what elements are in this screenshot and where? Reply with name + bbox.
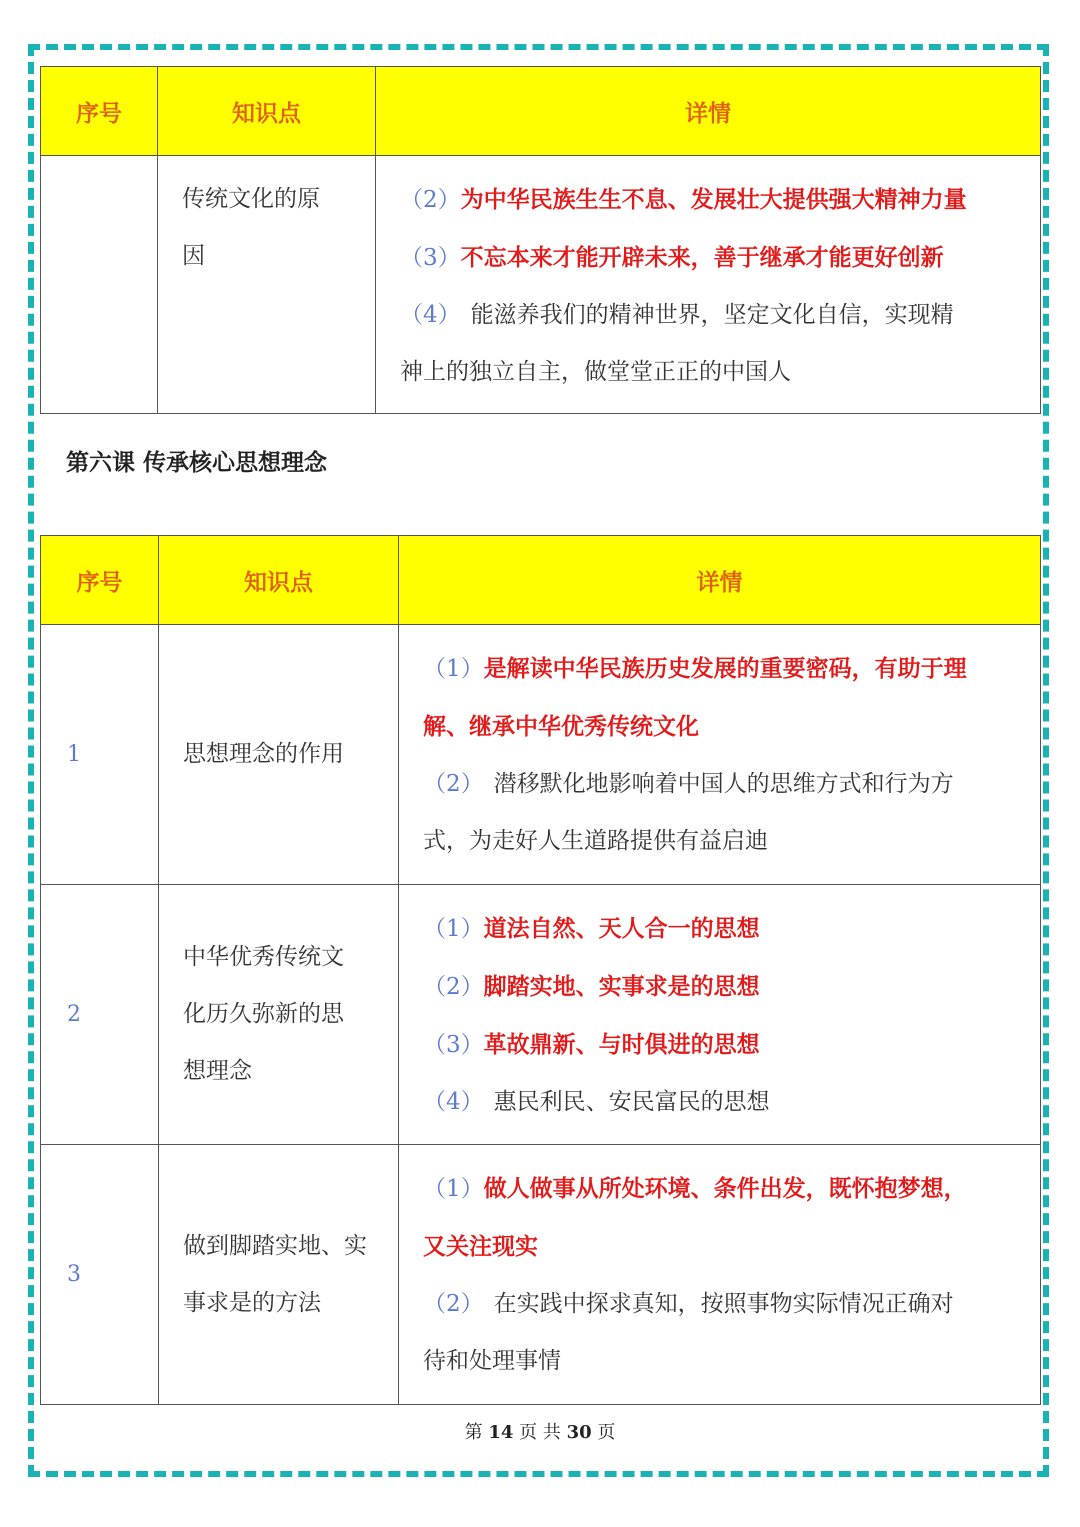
item-text: 是解读中华民族历史发展的重要密码，有助于理	[483, 655, 967, 682]
item-number: （1）	[423, 1176, 484, 1202]
table-row	[41, 156, 1041, 414]
detail-line	[400, 229, 1026, 287]
table-body	[41, 625, 1041, 1405]
item-text: 能滋养我们的精神世界，坚定文化自信，实现精	[470, 302, 954, 328]
row-num: 3	[41, 1145, 159, 1405]
detail-line	[423, 900, 1026, 958]
row-num	[41, 156, 158, 414]
topic-line: 想理念	[183, 1058, 252, 1084]
item-text: 解、继承中华优秀传统文化	[423, 713, 699, 740]
item-text: 又关注现实	[423, 1233, 538, 1260]
table-row	[41, 1145, 1041, 1405]
topic-line: 做到脚踏实地、实	[183, 1232, 367, 1259]
item-number: （2）	[400, 187, 461, 213]
footer-pre: 第	[464, 1422, 483, 1443]
row-detail	[399, 1145, 1041, 1405]
detail-line	[423, 756, 1026, 813]
item-number: （3）	[423, 1032, 484, 1058]
footer-page-number: 14	[488, 1422, 514, 1443]
item-number: （2）	[423, 1291, 484, 1317]
table-header-row	[41, 67, 1041, 156]
row-detail	[399, 625, 1041, 885]
item-text: 革故鼎新、与时俱进的思想	[483, 1031, 760, 1058]
header-topic: 知识点	[159, 536, 399, 625]
header-topic: 知识点	[158, 67, 376, 156]
topic-line: 化历久弥新的思	[183, 1001, 344, 1027]
row-num: 2	[41, 885, 159, 1145]
item-number: （1）	[423, 656, 484, 682]
footer-mid: 页 共	[519, 1422, 561, 1443]
row-topic	[159, 885, 399, 1145]
detail-line	[423, 1218, 1026, 1276]
table-row	[41, 885, 1041, 1145]
item-number: （3）	[400, 245, 461, 271]
page-footer	[0, 1418, 1080, 1444]
row-detail	[399, 885, 1041, 1145]
knowledge-table-2	[40, 535, 1041, 1405]
item-text: 式，为走好人生道路提供有益启迪	[423, 828, 768, 854]
topic-line: 中华优秀传统文	[183, 944, 344, 970]
row-topic	[159, 1145, 399, 1405]
row-topic	[159, 625, 399, 885]
item-text: 为中华民族生生不息、发展壮大提供强大精神力量	[460, 186, 967, 213]
detail-line	[423, 640, 1026, 698]
header-detail: 详情	[376, 67, 1041, 156]
header-num: 序号	[41, 536, 159, 625]
topic-line: 事求是的方法	[183, 1289, 321, 1316]
footer-total-pages: 30	[566, 1422, 592, 1443]
item-text: 待和处理事情	[423, 1348, 561, 1374]
detail-line	[400, 171, 1026, 229]
item-text: 在实践中探求真知，按照事物实际情况正确对	[493, 1291, 954, 1317]
row-detail	[376, 156, 1041, 414]
section-heading: 第六课 传承核心思想理念	[66, 449, 328, 476]
item-number: （4）	[423, 1089, 484, 1115]
item-number: （2）	[423, 771, 484, 797]
item-text: 潜移默化地影响着中国人的思维方式和行为方	[493, 771, 954, 797]
item-number: （2）	[423, 974, 484, 1000]
detail-line	[423, 1160, 1026, 1218]
detail-line	[423, 813, 1026, 870]
footer-post: 页	[597, 1422, 616, 1443]
row-num: 1	[41, 625, 159, 885]
detail-line	[400, 287, 1026, 344]
detail-line	[423, 1016, 1026, 1074]
knowledge-table-1	[40, 66, 1041, 414]
item-text: 惠民利民、安民富民的思想	[493, 1089, 770, 1115]
table-header-row	[41, 536, 1041, 625]
detail-line	[400, 344, 1026, 401]
row-topic	[158, 156, 376, 414]
topic-line: 传统文化的原	[182, 186, 320, 212]
detail-line	[423, 958, 1026, 1016]
table-row	[41, 625, 1041, 885]
header-num: 序号	[41, 67, 158, 156]
item-text: 神上的独立自主，做堂堂正正的中国人	[400, 359, 791, 385]
item-text: 不忘本来才能开辟未来，善于继承才能更好创新	[460, 244, 944, 271]
detail-line	[423, 1276, 1026, 1333]
topic-line: 因	[182, 243, 205, 269]
header-detail: 详情	[399, 536, 1041, 625]
detail-line	[423, 1074, 1026, 1131]
item-number: （4）	[400, 302, 461, 328]
item-text: 做人做事从所处环境、条件出发，既怀抱梦想，	[483, 1175, 967, 1202]
topic-line: 思想理念的作用	[183, 741, 344, 767]
item-number: （1）	[423, 916, 484, 942]
detail-line	[423, 698, 1026, 756]
item-text: 道法自然、天人合一的思想	[483, 915, 760, 942]
item-text: 脚踏实地、实事求是的思想	[483, 973, 760, 1000]
detail-line	[423, 1333, 1026, 1390]
